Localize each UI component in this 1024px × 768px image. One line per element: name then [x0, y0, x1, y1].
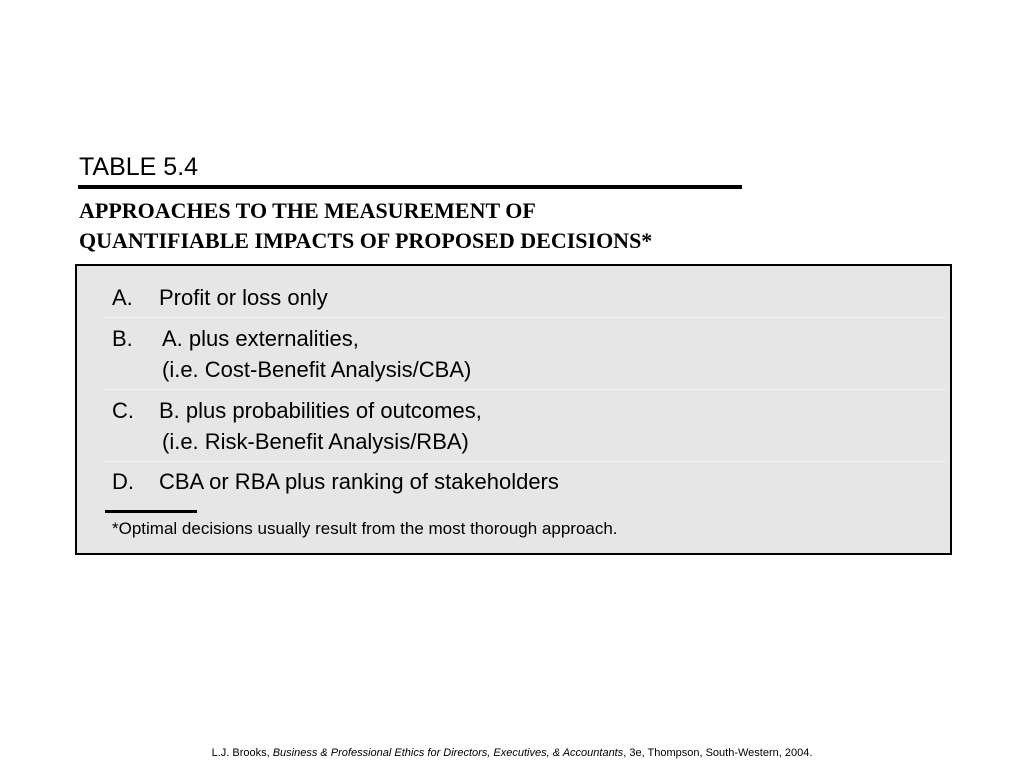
- approach-subtext: (i.e. Risk-Benefit Analysis/RBA): [162, 429, 469, 454]
- footnote-rule: [105, 510, 197, 513]
- citation-details: , 3e, Thompson, South-Western, 2004.: [623, 747, 813, 759]
- approach-text: B. plus probabilities of outcomes,: [159, 398, 482, 423]
- citation-author: L.J. Brooks,: [211, 747, 273, 759]
- table-title-line-2: QUANTIFIABLE IMPACTS OF PROPOSED DECISIONS*: [79, 228, 653, 253]
- footnote: *Optimal decisions usually result from the most thorough approach.: [112, 519, 618, 538]
- title-rule: [78, 185, 742, 189]
- content-box: [75, 264, 952, 555]
- approach-row-d: [77, 466, 950, 498]
- approach-row-a: [77, 282, 950, 314]
- row-divider: [103, 461, 946, 462]
- approach-text: CBA or RBA plus ranking of stakeholders: [159, 469, 559, 494]
- approach-letter: C.: [112, 398, 134, 423]
- table-title: [79, 196, 652, 256]
- approach-letter: B.: [112, 326, 133, 351]
- approach-letter: D.: [112, 469, 134, 494]
- row-divider: [103, 389, 946, 390]
- approach-row-c: [77, 395, 950, 459]
- approach-subtext: (i.e. Cost-Benefit Analysis/CBA): [162, 357, 472, 382]
- approach-letter: A.: [112, 285, 133, 310]
- approach-text: Profit or loss only: [159, 285, 328, 310]
- citation-title: Business & Professional Ethics for Directors, Executives, & Accountants: [272, 747, 624, 759]
- table-label: TABLE 5.4: [79, 153, 199, 181]
- approach-row-b: [77, 323, 950, 387]
- approach-text: A. plus externalities,: [162, 326, 359, 351]
- row-divider: [103, 317, 946, 318]
- table-title-line-1: APPROACHES TO THE MEASUREMENT OF: [79, 198, 536, 223]
- citation: [0, 746, 1024, 760]
